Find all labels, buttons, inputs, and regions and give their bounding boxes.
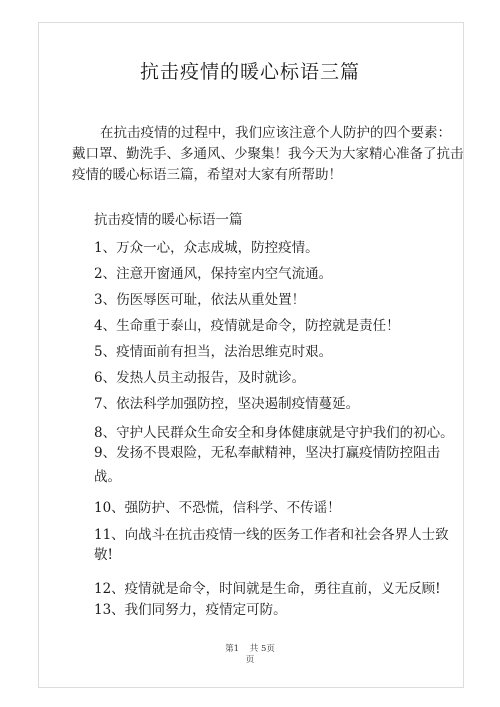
list-item: 9、发扬不畏艰险，无私奉献精神，坚决打赢疫情防控阻击战。 [94, 445, 441, 485]
page-suffix: 页 [245, 655, 255, 665]
list-item: 10、强防护、不恐慌，信科学、不传谣！ [94, 500, 341, 516]
list-item: 2、注意开窗通风，保持室内空气流通。 [94, 266, 333, 282]
list-item: 3、伤医辱医可耻，依法从重处置！ [94, 292, 306, 308]
intro-text: 在抗击疫情的过程中，我们应该注意个人防护的四个要素：戴口罩、勤洗手、多通风、少聚集！我今天为大家精心准备了抗击疫情的暖心标语三篇，希望对大家有所帮助！ [72, 125, 464, 183]
page-footer [0, 644, 500, 666]
list-item: 1、万众一心，众志成城，防控疫情。 [94, 240, 319, 256]
intro-paragraph [72, 123, 464, 186]
list-item: 12、疫情就是命令，时间就是生命，勇往直前，义无反顾! [94, 581, 441, 597]
list-item: 13、我们同努力，疫情定可防。 [94, 602, 287, 618]
list-item: 8、守护人民群众生命安全和身体健康就是守护我们的初心。 [94, 425, 454, 441]
list-item: 4、生命重于泰山，疫情就是命令，防控就是责任！ [94, 318, 400, 334]
list-item: 7、依法科学加强防控，坚决遏制疫情蔓延。 [94, 396, 360, 412]
page-total: 共 5页 [249, 644, 275, 654]
list-item: 6、发热人员主动报告，及时就诊。 [94, 370, 306, 386]
section-heading: 抗击疫情的暖心标语一篇 [94, 212, 243, 228]
list-item: 11、向战斗在抗击疫情一线的医务工作者和社会各界人士致敬! [94, 527, 449, 563]
page-number: 第1 [225, 644, 240, 654]
document-title: 抗击疫情的暖心标语三篇 [139, 61, 360, 83]
list-item: 5、疫情面前有担当，法治思维克时艰。 [94, 344, 333, 360]
